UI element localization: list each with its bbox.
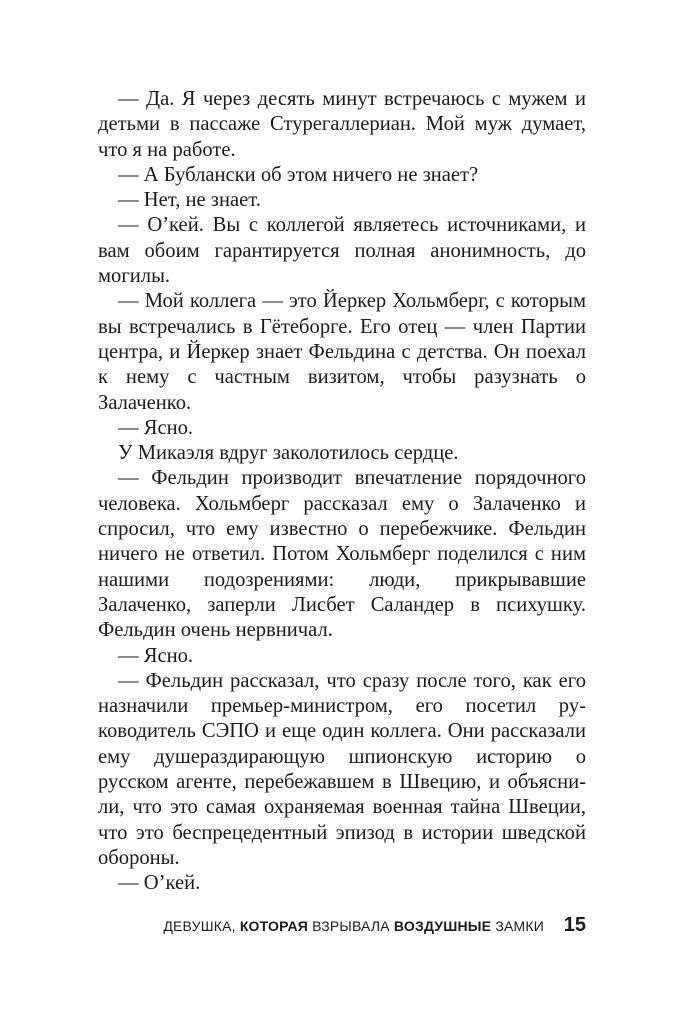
running-title-part: ВЗРЫВАЛА — [308, 918, 394, 934]
running-title — [163, 918, 544, 934]
running-title-part: ЗАМКИ — [491, 918, 544, 934]
paragraph: — Нет, не знает. — [118, 189, 261, 212]
page-footer — [98, 914, 586, 938]
paragraph: — Фельдин рассказал, что сразу после того, как его назначили премьер-министром, его посетил руководитель СЭПО и еще один коллега. Они рассказали ему душераздирающую шпионскую историю о русском агенте, перебежавшем в Швецию, и объяснили, что это самая охраняемая военная тайна Швеции, что это беспрецедентный эпизод в истории шведской обороны. — [98, 669, 586, 869]
paragraph: — Фельдин производит впечатление порядочного человека. Хольмберг рассказал ему о Залаченко и спросил, что ему известно о перебежчике. Фельдин ничего не ответил. Потом Хольмберг поделился с ним нашими подозрениями: люди, прикрывавшие Залаченко, заперли Лисбет Саландер в психушку. Фельдин очень нервничал. — [98, 467, 586, 642]
paragraph: — О’кей. — [118, 872, 201, 895]
running-title-part-bold: ВОЗДУШНЫЕ — [393, 918, 492, 934]
paragraph: — Ясно. — [118, 644, 194, 667]
paragraph: — А Бублански об этом ничего не знает? — [118, 163, 479, 186]
paragraph: У Микаэля вдруг заколотилось сердце. — [118, 442, 459, 465]
body-text — [98, 87, 586, 897]
paragraph: — Мой коллега — это Йеркер Хольмберг, с которым вы встречались в Гётеборге. Его отец — член Партии центра, и Йеркер знает Фельдина с детства. Он поехал к нему с частным визитом, чтобы разузнать о Залаченко. — [98, 290, 586, 414]
paragraph: — О’кей. Вы с коллегой являетесь источниками, и вам обоим гарантируется полная анонимность, до могилы. — [98, 214, 586, 288]
running-title-part: ДЕВУШКА, — [163, 918, 240, 934]
page-number: 15 — [563, 914, 586, 936]
paragraph: — Ясно. — [118, 416, 194, 439]
running-title-part-bold: КОТОРАЯ — [239, 918, 309, 934]
paragraph: — Да. Я через десять минут встречаюсь с мужем и детьми в пассаже Стурегаллериан. Мой муж думает, что я на работе. — [98, 88, 586, 161]
